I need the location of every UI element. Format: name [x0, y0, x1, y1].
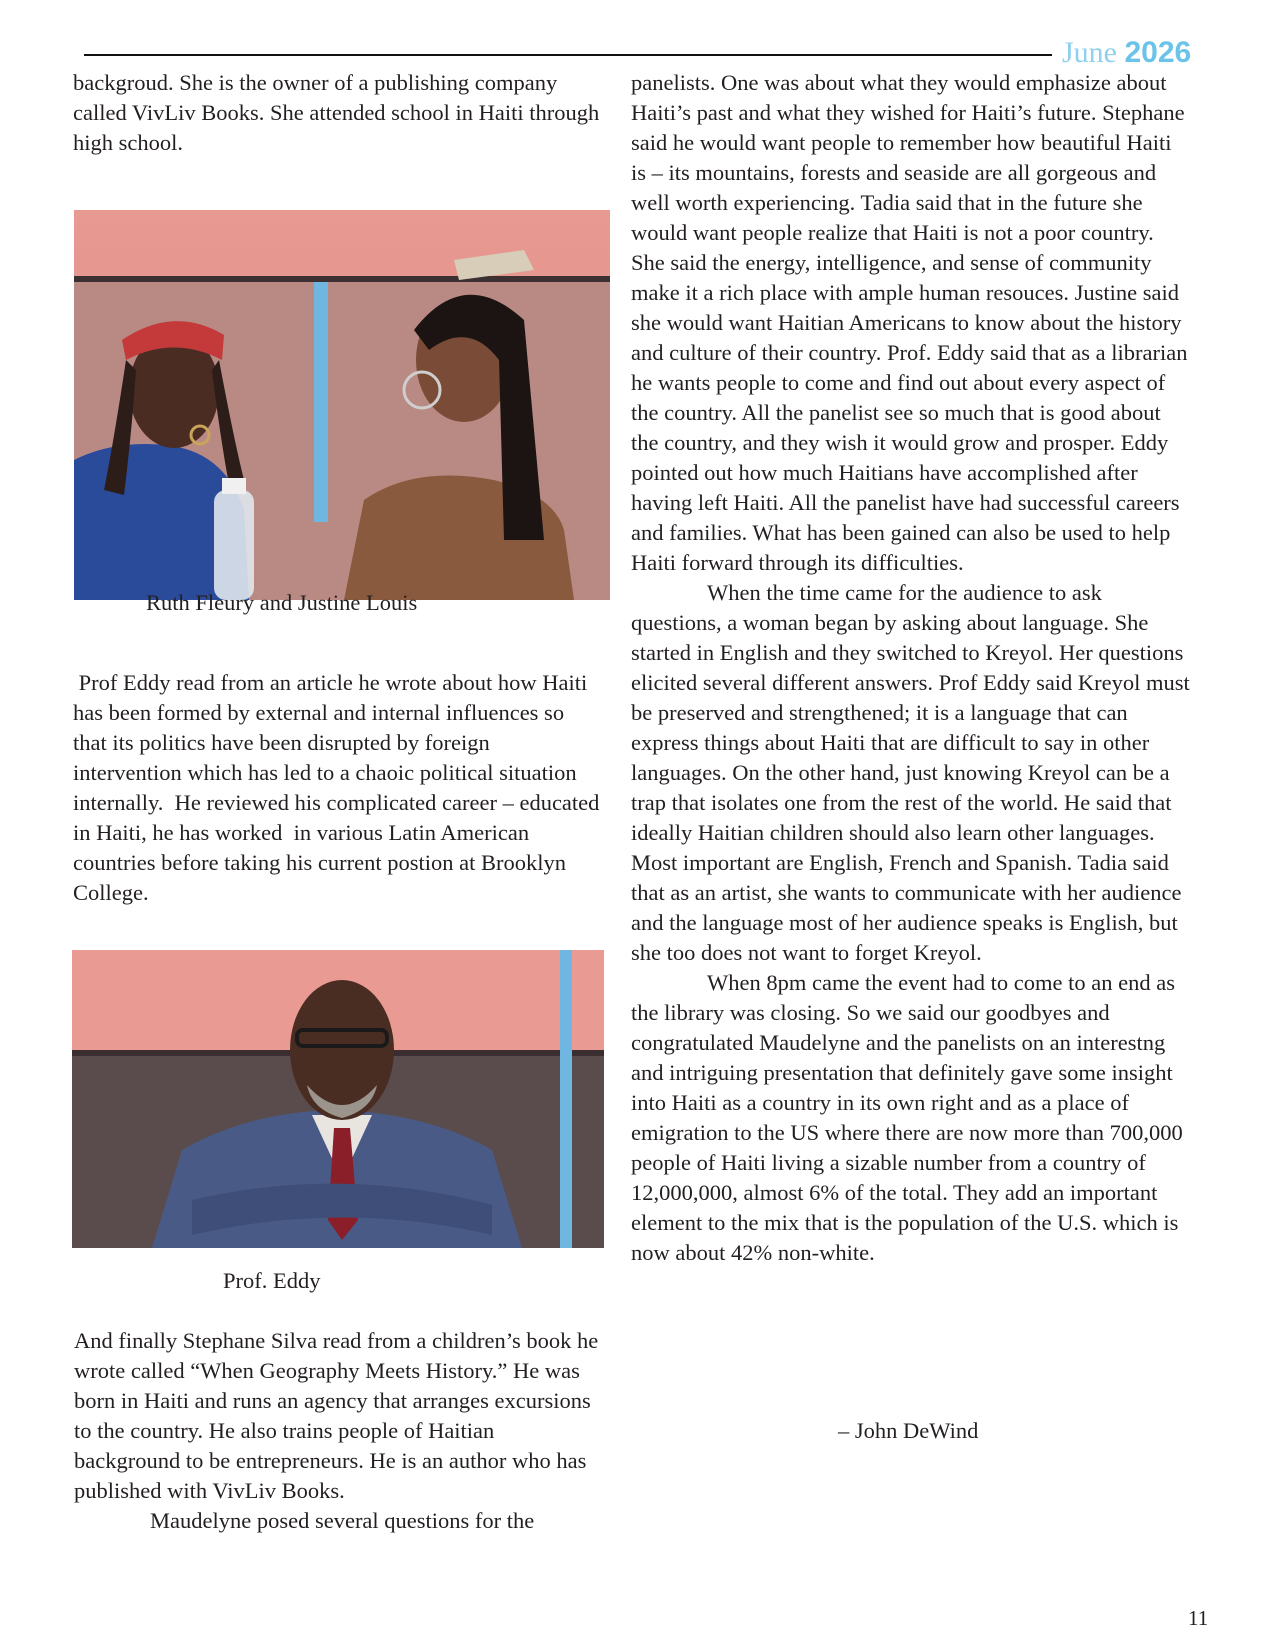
right-column	[631, 68, 1191, 1268]
photo-prof-eddy-caption: Prof. Eddy	[223, 1268, 321, 1293]
stephane-text: And finally Stephane Silva read from a children’s book he wrote called “When Geography Meets History.” He was born in Haiti and runs an agency that arranges excursions to the country. He also trains people of Haitian background to be entrepreneurs. He is an author who has published with VivLiv Books.	[74, 1328, 599, 1503]
issue-date	[1062, 38, 1191, 68]
eddy-text: Prof Eddy read from an article he wrote about how Haiti has been formed by external and internal influences so that its politics have been disrupted by foreign intervention which has led to a chaoic political situation internally. He reviewed his complicated career – educated in Haiti, he has worked in various Latin American countries before taking his current postion at Brooklyn College.	[73, 670, 606, 905]
photo-prof-eddy-image	[72, 950, 604, 1248]
stephane-paragraph	[74, 1326, 604, 1536]
issue-year: 2026	[1124, 36, 1192, 69]
audience-questions-paragraph: When the time came for the audience to ask questions, a woman began by asking about language. She started in English and they switched to Kreyol. Her questions elicited several different answers. Prof Eddy said Kreyol must be preserved and strengthened; it is a language that can express things about Haiti that are difficult to say in other languages. On the other hand, just knowing Kreyol can be a trap that isolates one from the rest of the world. He said that ideally Haitian children should also learn other languages. Most important are English, French and Spanish. Tadia said that as an artist, she wants to communicate with her audience and the language most of her audience speaks is English, but she too does not want to forget Kreyol.	[631, 580, 1190, 965]
photo-ruth-justine-caption: Ruth Fleury and Justine Louis	[146, 590, 418, 615]
photo-prof-eddy	[72, 950, 604, 1248]
intro-text: backgroud. She is the owner of a publishing company called VivLiv Books. She attended school in Haiti through high school.	[73, 70, 600, 155]
photo-ruth-justine	[74, 210, 610, 600]
closing-paragraph: When 8pm came the event had to come to an end as the library was closing. So we said our goodbyes and congratulated Maudelyne and the panelists on an interestng and intriguing presentation that definitely gave some insight into Haiti as a country in its own right and as a place of emigration to the US where there are now more than 700,000 people of Haiti living a sizable number from a country of 12,000,000, almost 6% of the total. They add an important element to the mix that is the population of the U.S. which is now about 42% non-white.	[631, 970, 1183, 1265]
eddy-paragraph	[73, 668, 606, 908]
intro-paragraph	[73, 68, 603, 158]
issue-month: June	[1062, 36, 1117, 69]
panelists-paragraph: panelists. One was about what they would emphasize about Haiti’s past and what they wished for Haiti’s future. Stephane said he would want people to remember how beautiful Haiti is – its mountains, forests and seaside are all gorgeous and well worth experiencing. Tadia said that in the future she would want people realize that Haiti is not a poor country. She said the energy, intelligence, and sense of community make it a rich place with ample human resouces. Justine said she would want Haitian Americans to know about the history and culture of their country. Prof. Eddy said that as a librarian he wants people to come and find out about every aspect of the country. All the panelist see so much that is good about the country, and they wish it would grow and prosper. Eddy pointed out how much Haitians have accomplished after having left Haiti. All the panelist have had successful careers and families. What has been gained can also be used to help Haiti forward through its difficulties.	[631, 70, 1188, 575]
header-rule	[84, 54, 1052, 56]
questions-start-text: Maudelyne posed several questions for the	[150, 1508, 535, 1533]
page-number: 11	[1188, 1606, 1209, 1630]
author-signature: – John DeWind	[838, 1418, 979, 1443]
photo-ruth-justine-image	[74, 210, 610, 600]
